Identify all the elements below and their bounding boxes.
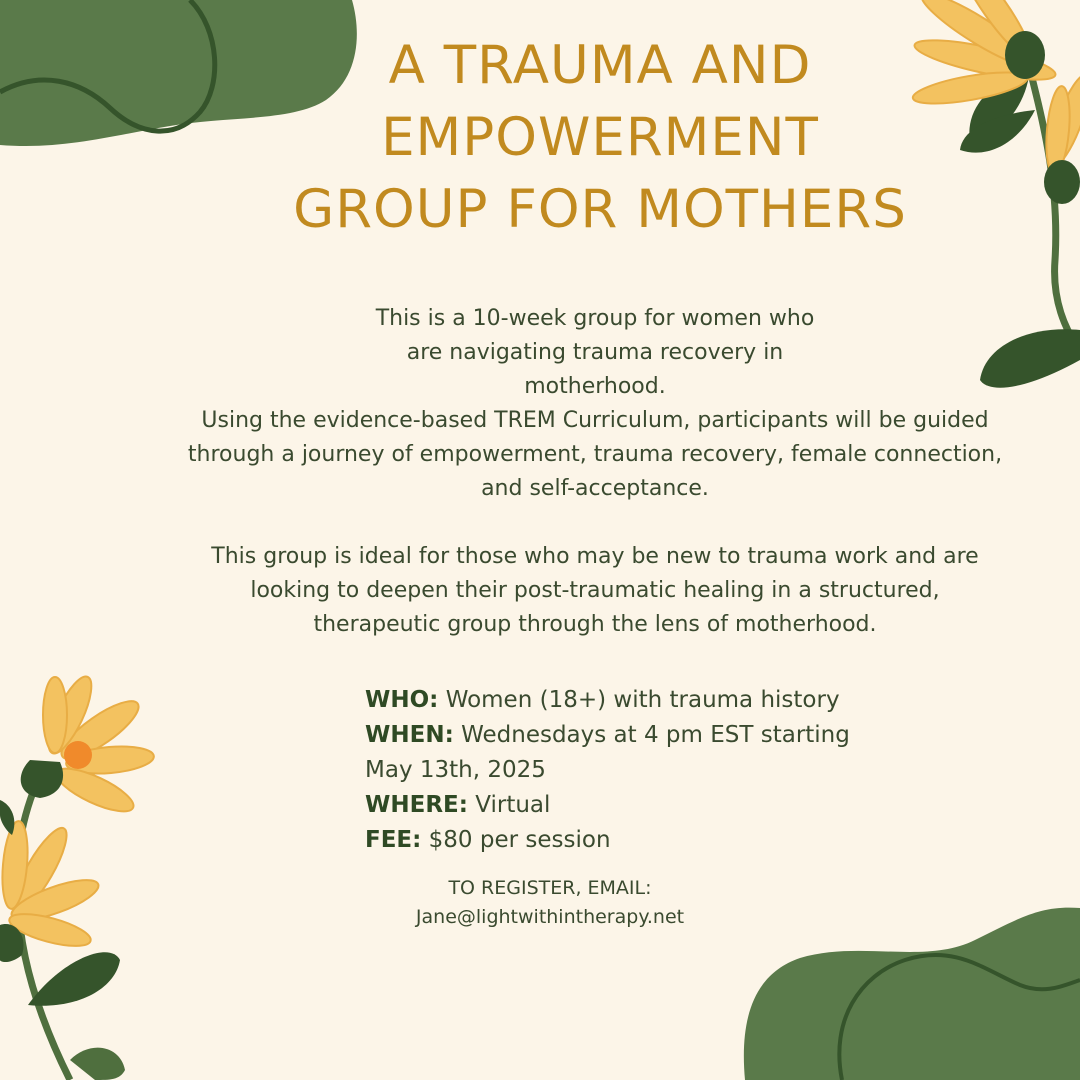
paragraph-spacer [150,506,1040,540]
ideal-line: therapeutic group through the lens of motherhood. [313,612,877,637]
when-date: May 13th, 2025 [365,757,546,783]
intro-line: Using the evidence-based TREM Curriculum, participants will be guided [201,408,989,433]
register-info [400,874,700,932]
flower-icon-top-right-2 [1042,71,1080,204]
fee-value: $80 per session [428,827,611,853]
where-value: Virtual [475,792,551,818]
intro-paragraph [150,302,1040,506]
register-email: Jane@lightwithintherapy.net [415,906,685,928]
fee-label: FEE: [365,827,422,853]
title-line: A TRAUMA AND [388,35,812,96]
green-blob-bottom-right [744,908,1080,1080]
intro-line: motherhood. [524,374,666,399]
when-value: Wednesdays at 4 pm EST starting [461,722,850,748]
intro-line: through a journey of empowerment, trauma recovery, female connection, [187,442,1003,467]
fee-row [365,823,885,858]
ideal-line: looking to deepen their post-traumatic healing in a structured, [250,578,940,603]
intro-line: This is a 10-week group for women who [375,306,815,331]
where-label: WHERE: [365,792,468,818]
intro-line: are navigating trauma recovery in [406,340,784,365]
description [150,302,1040,642]
leaf-icon-bottom-left-3 [70,1048,125,1080]
who-row [365,683,885,718]
event-details [365,683,885,858]
when-label: WHEN: [365,722,454,748]
who-label: WHO: [365,687,439,713]
intro-line: and self-acceptance. [481,476,709,501]
flower-icon-bottom-left-2 [0,820,103,962]
register-label: TO REGISTER, EMAIL: [448,877,652,899]
leaf-icon-bottom-left-2 [0,800,14,835]
where-row [365,788,885,823]
ideal-paragraph [150,540,1040,642]
title-line: GROUP FOR MOTHERS [293,179,907,240]
who-value: Women (18+) with trauma history [445,687,840,713]
leaf-icon-bottom-left [28,952,120,1006]
when-row-continued [365,753,885,788]
ideal-line: This group is ideal for those who may be new to trauma work and are [211,544,979,569]
page-title [200,30,1000,246]
title-line: EMPOWERMENT [381,107,819,168]
when-row [365,718,885,753]
